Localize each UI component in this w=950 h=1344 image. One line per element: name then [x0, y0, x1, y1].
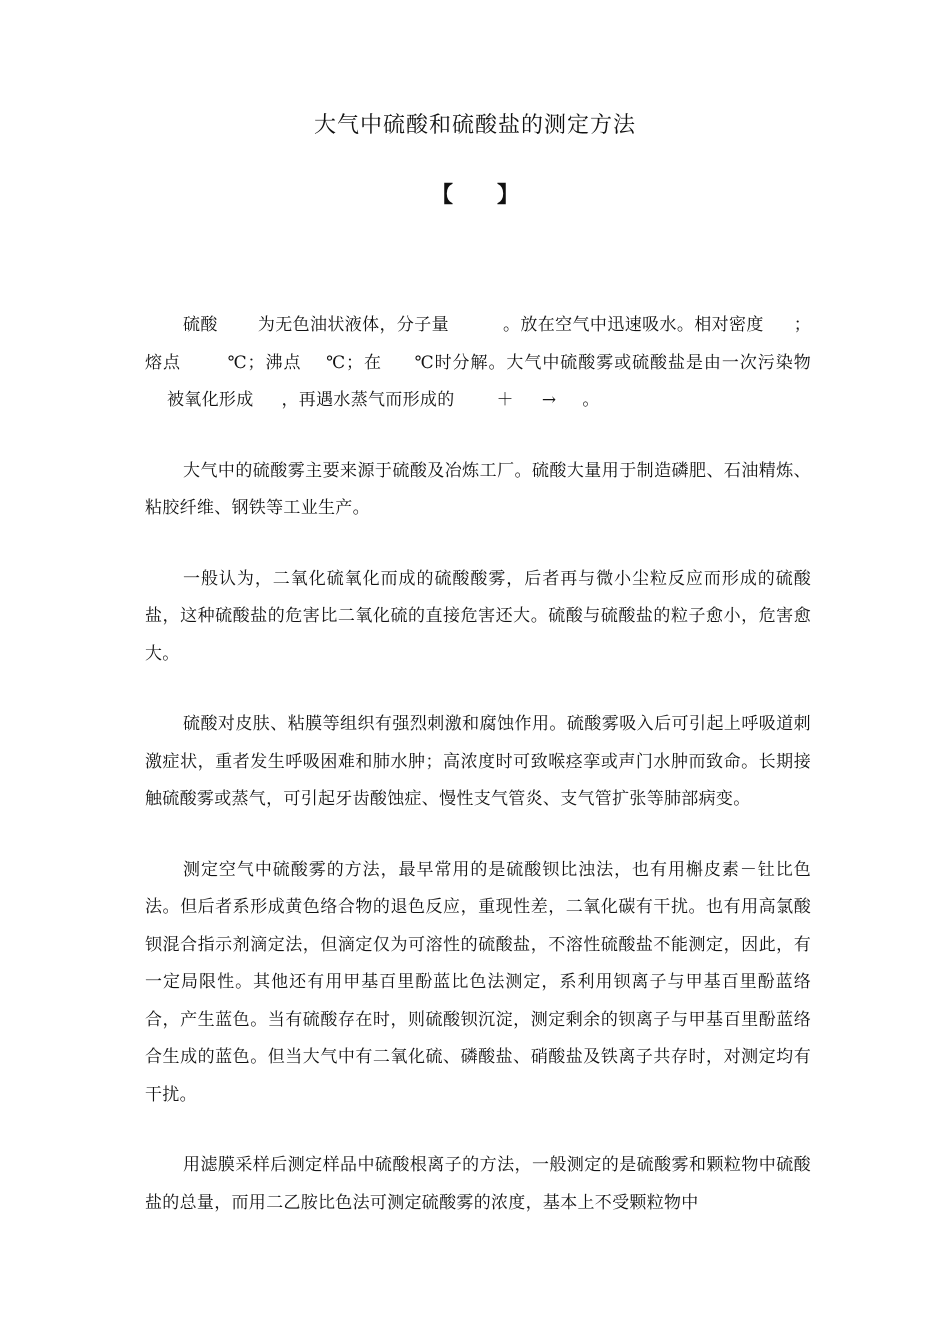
intro-text-5: ℃；沸点: [226, 352, 302, 373]
intro-text-6: ℃；在: [325, 352, 382, 373]
intro-text-12: 。: [582, 390, 600, 410]
intro-text-4: ；熔点: [145, 315, 812, 373]
intro-text-1: 硫酸: [183, 315, 218, 335]
intro-text-8: 被氧化形成: [167, 390, 254, 410]
paragraph-3: 一般认为，二氧化硫氧化而成的硫酸酸雾，后者再与微小尘粒反应而形成的硫酸盐，这种硫酸盐的危害比二氧化硫的直接危害还大。硫酸与硫酸盐的粒子愈小，危害愈大。: [145, 568, 811, 664]
paragraph-5: 测定空气中硫酸雾的方法，最早常用的是硫酸钡比浊法，也有用槲皮素－钍比色法。但后者系形成黄色络合物的退色反应，重现性差，二氧化碳有干扰。也有用高氯酸钡混合指示剂滴定法，但滴定仅为可溶性的硫酸盐，不溶性硫酸盐不能测定，因此，有一定局限性。其他还有用甲基百里酚蓝比色法测定，系利用钡离子与甲基百里酚蓝络合，产生蓝色。当有硫酸存在时，则硫酸钡沉淀，测定剩余的钡离子与甲基百里酚蓝络合生成的蓝色。但当大气中有二氧化硫、磷酸盐、硝酸盐及铁离子共存时，对测定均有干扰。: [145, 859, 811, 1105]
paragraph-6: 用滤膜采样后测定样品中硫酸根离子的方法，一般测定的是硫酸雾和颗粒物中硫酸盐的总量，而用二乙胺比色法可测定硫酸雾的浓度，基本上不受颗粒物中: [145, 1155, 811, 1213]
intro-text-3: 。放在空气中迅速吸水。相对密度: [502, 315, 764, 335]
paragraph-4: 硫酸对皮肤、粘膜等组织有强烈刺激和腐蚀作用。硫酸雾吸入后可引起上呼吸道刺激症状，重者发生呼吸困难和肺水肿；高浓度时可致喉痉挛或声门水肿而致命。长期接触硫酸雾或蒸气，可引起牙齿酸蚀症、慢性支气管炎、支气管扩张等肺部病变。: [145, 714, 811, 809]
paragraph-2: 大气中的硫酸雾主要来源于硫酸及冶炼工厂。硫酸大量用于制造磷肥、石油精炼、粘胶纤维、钢铁等工业生产。: [145, 460, 811, 518]
document-body: [145, 307, 811, 1255]
intro-text-10: ＋: [496, 390, 514, 410]
intro-text-2: 为无色油状液体，分子量: [257, 315, 449, 335]
document-subtitle: 【 】: [430, 182, 519, 208]
intro-text-7: ℃时分解。大气中硫酸雾或硫酸盐是由一次污染物: [413, 352, 812, 373]
paragraph-intro: [145, 307, 811, 420]
intro-text-9: ，再遇水蒸气而形成的: [281, 390, 455, 410]
intro-text-11: →: [541, 390, 557, 410]
document-title: 大气中硫酸和硫酸盐的测定方法: [313, 113, 636, 138]
